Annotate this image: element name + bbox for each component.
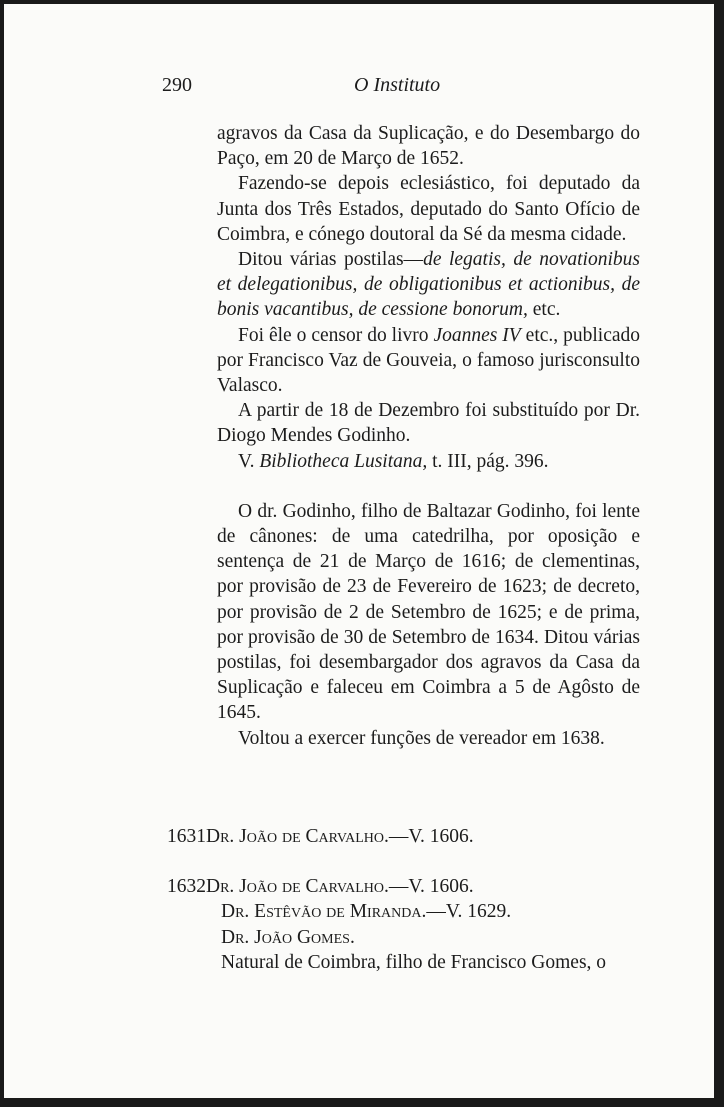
running-title: O Instituto xyxy=(354,74,441,96)
entry-note: Natural de Coimbra, filho de Francisco Gomes, o xyxy=(221,951,607,973)
entry-text: Dr. João de Carvalho.—V. 1606. xyxy=(206,876,474,898)
paragraph-6-reference-title: Bibliotheca Lusitana, xyxy=(259,450,428,472)
paragraph-4 xyxy=(217,323,640,399)
paragraph-8: Voltou a exercer funções de vereador em 1638. xyxy=(238,727,605,749)
paragraph-6 xyxy=(217,449,640,474)
entry-line: Dr. Estêvão de Miranda.—V. 1629. xyxy=(221,901,512,923)
entry-line xyxy=(167,824,640,849)
entry-line xyxy=(167,874,640,899)
page-header xyxy=(4,74,714,104)
entry-1632 xyxy=(167,874,640,975)
entry-year: 1632 xyxy=(167,876,206,898)
entry-1631 xyxy=(167,824,640,849)
paragraph-3-end: etc. xyxy=(527,299,561,321)
paragraph-5: A partir de 18 de Dezembro foi substituído por Dr. Diogo Mendes Godinho. xyxy=(217,400,640,447)
paragraph-3 xyxy=(217,247,640,323)
paragraph-1: agravos da Casa da Suplicação, e do Desembargo do Paço, em 20 de Março de 1652. xyxy=(217,123,640,170)
paragraph-2: Fazendo-se depois eclesiástico, foi deputado da Junta dos Três Estados, deputado do Santo Ofício de Coimbra, e cónego doutoral da Sé da mesma cidade. xyxy=(217,173,640,245)
entry-line: Dr. João Gomes. xyxy=(221,926,355,948)
book-page xyxy=(4,4,714,1098)
page-number: 290 xyxy=(162,74,192,96)
paragraph-4-intro: Foi êle o censor do livro xyxy=(238,324,434,346)
paragraph-3-latin-titles: de legatis, de novationibus et delegationibus, de obligationibus et actionibus, de bonis vacantibus, de cessione bonorum, xyxy=(217,249,640,321)
entry-year: 1631 xyxy=(167,826,206,847)
paragraph-4-end: etc., publicado por Francisco Vaz de Gouveia, o famoso jurisconsulto Valasco. xyxy=(217,324,641,397)
paragraph-7: O dr. Godinho, filho de Baltazar Godinho, foi lente de cânones: de uma catedrilha, por oposição e sentença de 21 de Março de 1616; de clementinas, por provisão de 23 de Fevereiro de 1623; de decreto, por provisão de 2 de Setembro de 1625; e de prima, por provisão de 30 de Setembro de 1634. Ditou várias postilas, foi desembargador dos agravos da Casa da Suplicação e faleceu em Coimbra a 5 de Agôsto de 1645. xyxy=(217,500,640,724)
year-entries xyxy=(167,824,640,975)
paragraph-6-end: t. III, pág. 396. xyxy=(427,450,549,472)
paragraph-4-book-title: Joannes IV xyxy=(433,324,521,346)
paragraph-6-intro: V. xyxy=(238,450,260,472)
paragraph-3-intro: Ditou várias postilas— xyxy=(238,249,424,271)
entry-text: Dr. João de Carvalho.—V. 1606. xyxy=(206,826,474,847)
body-text xyxy=(217,121,640,751)
